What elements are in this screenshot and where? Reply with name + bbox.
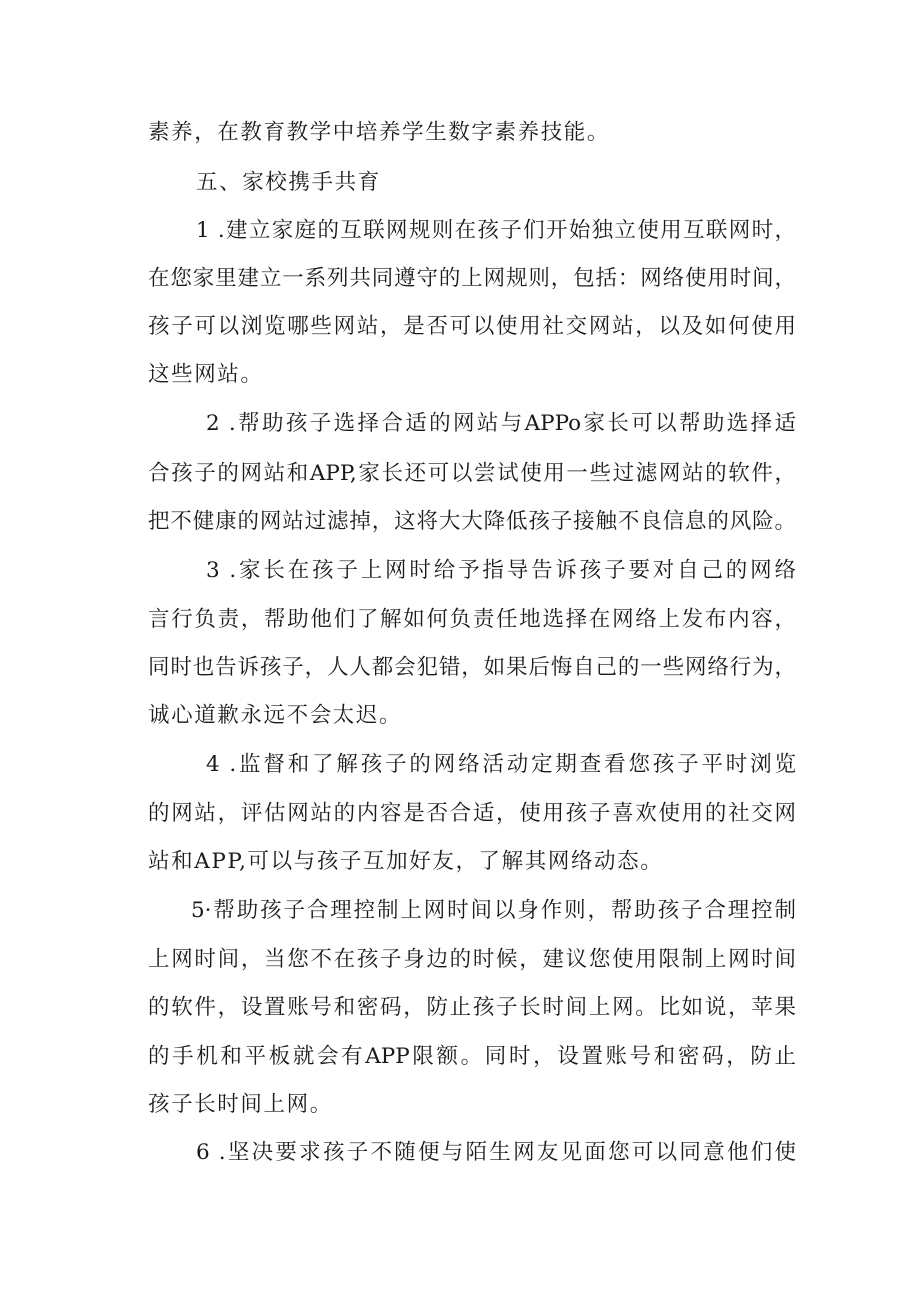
- text-line: 把不健康的网站过滤掉，这将大大降低孩子接触不良信息的风险。: [148, 509, 796, 534]
- text-line: 3 .家长在孩子上网时给予指导告诉孩子要对自己的网络: [206, 558, 796, 583]
- text-line: 同时也告诉孩子，人人都会犯错，如果后悔自己的一些网络行为，: [148, 655, 796, 680]
- text-line: 的软件，设置账号和密码，防止孩子长时间上网。比如说，苹果: [148, 995, 796, 1020]
- text-line: 合孩子的网站和APP,家长还可以尝试使用一些过滤网站的软件，: [148, 461, 796, 486]
- text-line: 孩子长时间上网。: [148, 1092, 333, 1117]
- text-line: 站和APP,可以与孩子互加好友，了解其网络动态。: [148, 849, 664, 874]
- text-line: 孩子可以浏览哪些网站，是否可以使用社交网站，以及如何使用: [148, 314, 796, 339]
- text-line: 1 .建立家庭的互联网规则在孩子们开始独立使用互联网时，: [196, 218, 796, 243]
- section-heading: 五、家校携手共育: [196, 170, 381, 195]
- text-line: 言行负责，帮助他们了解如何负责任地选择在网络上发布内容，: [148, 607, 796, 632]
- text-line: 这些网站。: [148, 362, 264, 387]
- text-line: 素养，在教育教学中培养学生数字素养技能。: [148, 120, 611, 145]
- text-line: 6 .坚决要求孩子不随便与陌生网友见面您可以同意他们使: [196, 1140, 796, 1165]
- text-line: 在您家里建立一系列共同遵守的上网规则，包括：网络使用时间，: [148, 266, 796, 291]
- text-line: 上网时间，当您不在孩子身边的时候，建议您使用限制上网时间: [148, 947, 796, 972]
- text-line: 诚心道歉永远不会太迟。: [148, 703, 403, 728]
- text-line: 2 .帮助孩子选择合适的网站与APPo家长可以帮助选择适: [206, 411, 796, 436]
- text-line: 的网站，评估网站的内容是否合适，使用孩子喜欢使用的社交网: [148, 801, 796, 826]
- text-line: 的手机和平板就会有APP限额。同时，设置账号和密码，防止: [148, 1044, 796, 1069]
- text-line: 5·帮助孩子合理控制上网时间以身作则，帮助孩子合理控制: [191, 898, 796, 923]
- text-line: 4 .监督和了解孩子的网络活动定期查看您孩子平时浏览: [206, 752, 796, 777]
